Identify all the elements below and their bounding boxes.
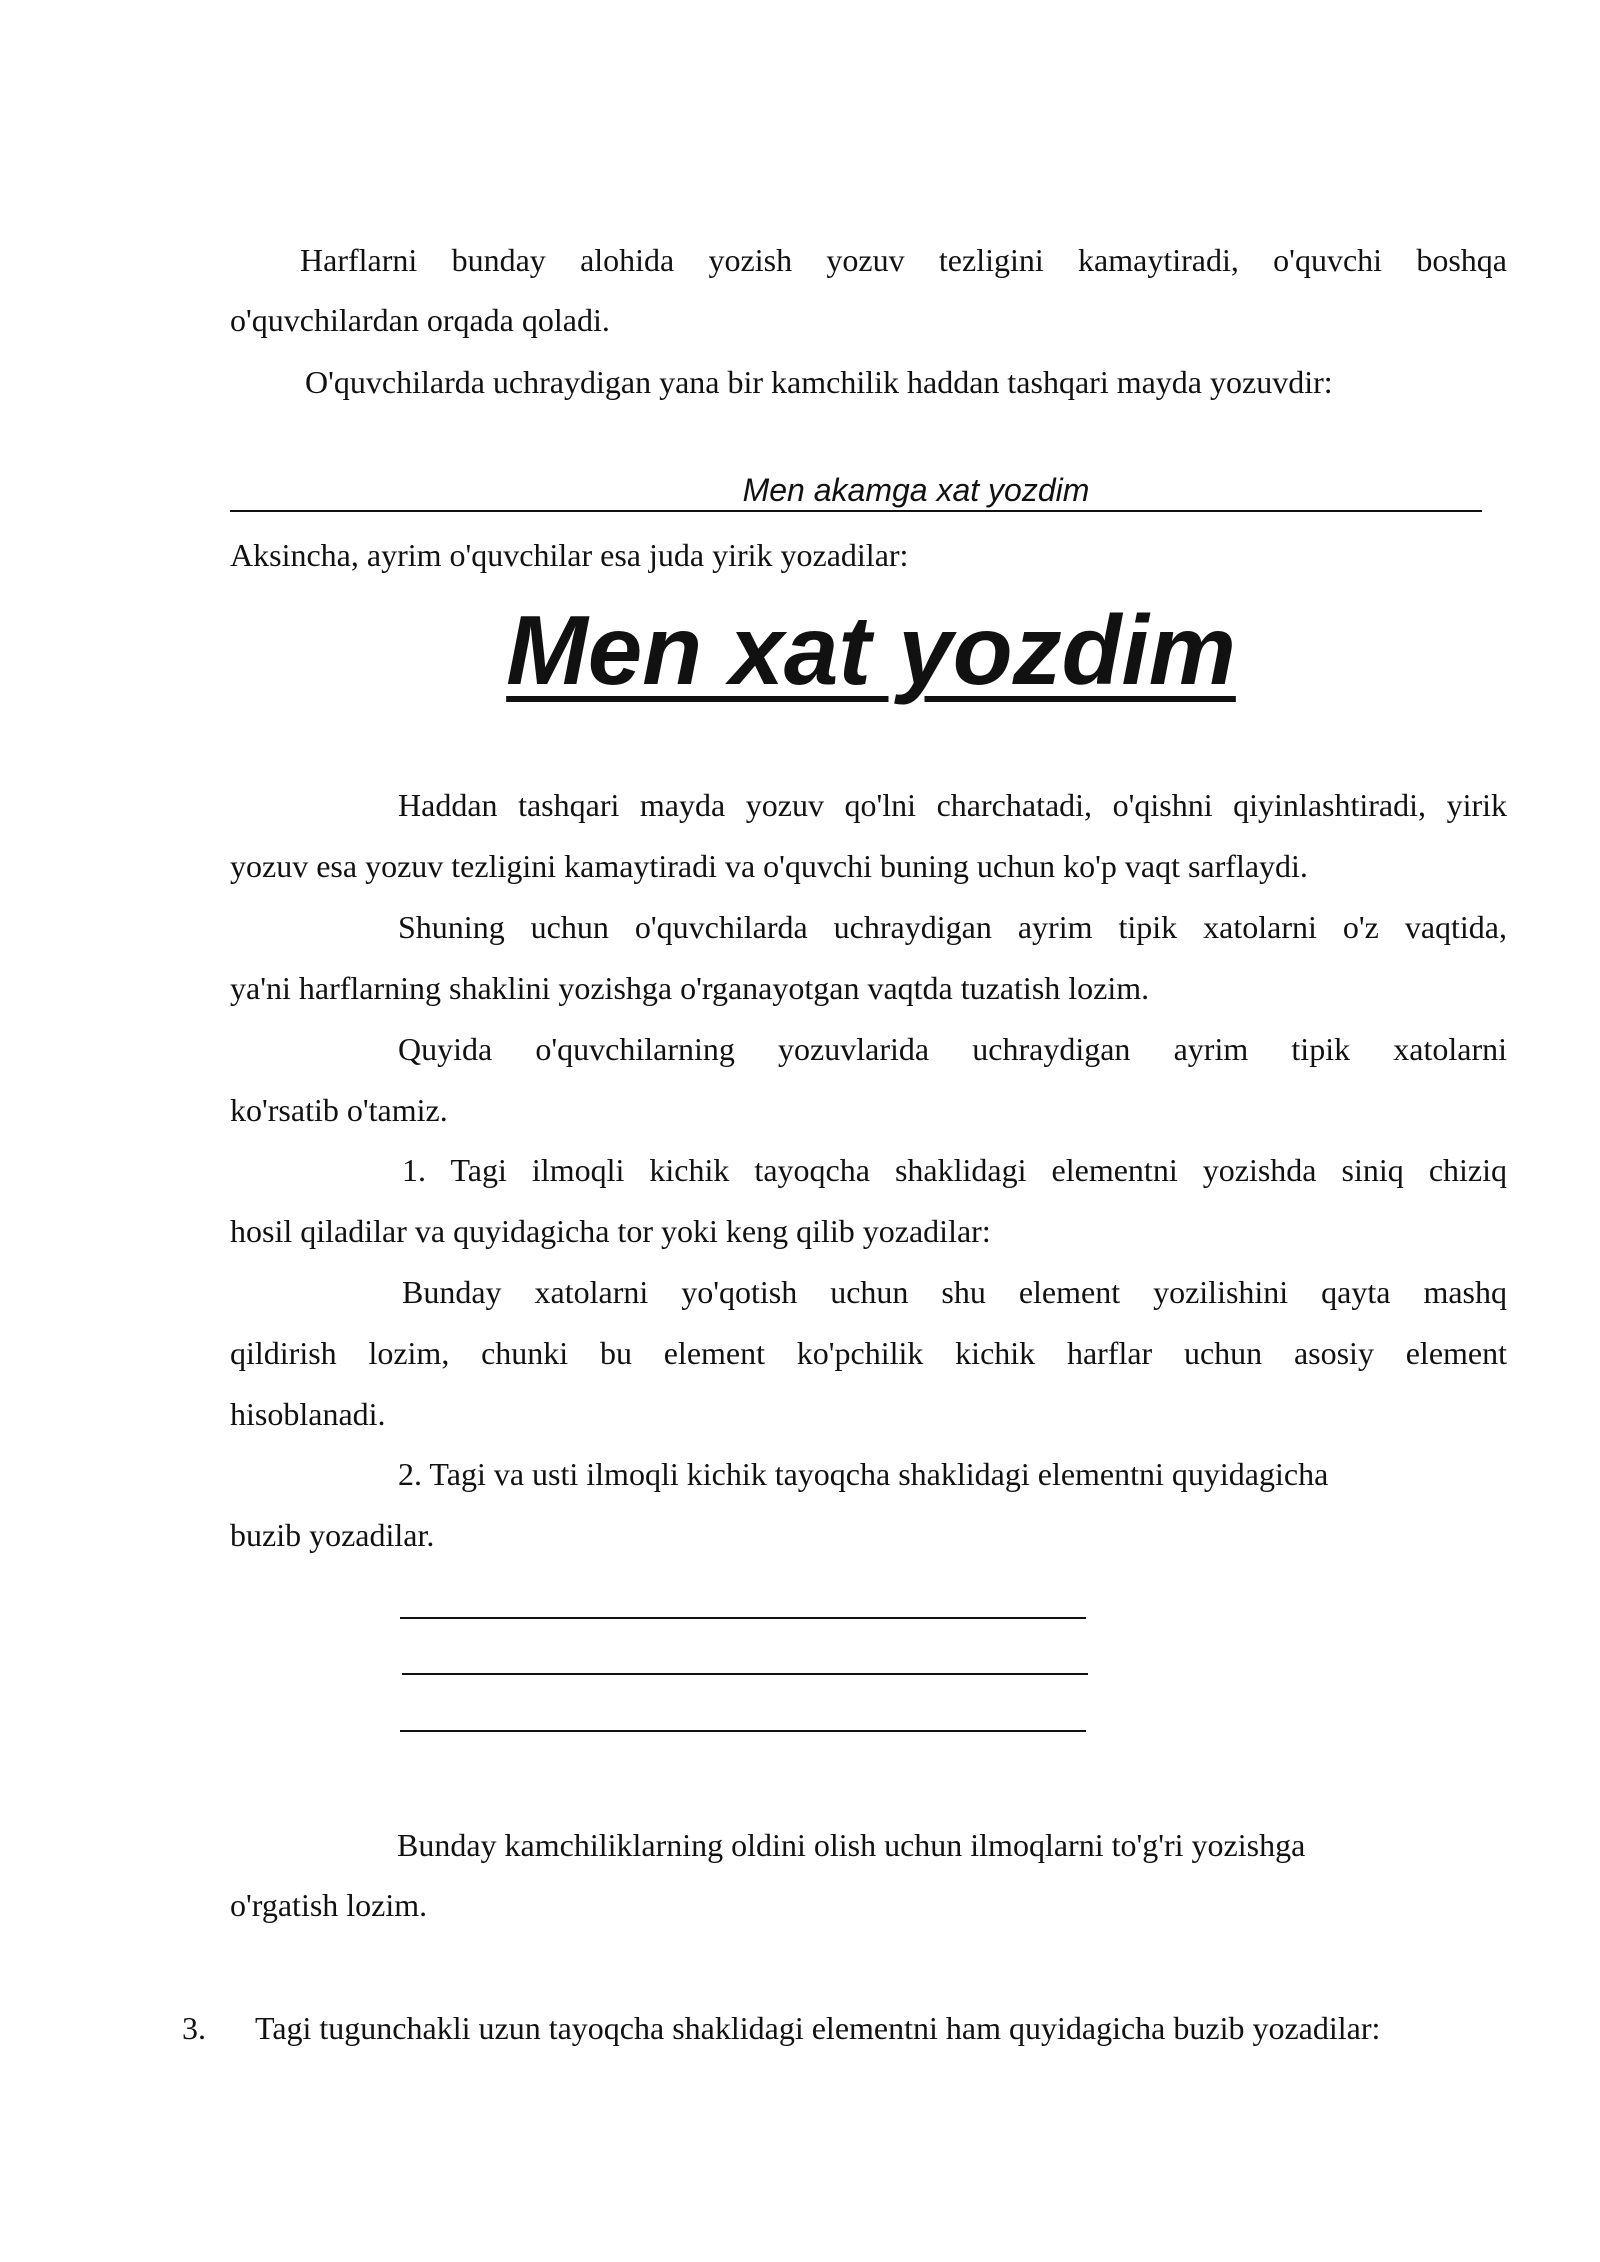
paragraph-line: Bunday xatolarni yo'qotish uchun shu element yozilishini qayta mashq [402,1274,1507,1310]
paragraph-line: ya'ni harflarning shaklini yozishga o'rganayotgan vaqtda tuzatish lozim. [230,970,1150,1006]
small-handwriting-sample [230,470,1482,512]
paragraph-line: Tagi tugunchakli uzun tayoqcha shaklidagi elementni ham quyidagicha buzib yozadilar: [255,2010,1381,2046]
paragraph-line: hisoblanadi. [230,1396,386,1432]
large-handwriting-sample: Men xat yozdim [506,595,1236,705]
list-number: 3. [182,2010,206,2046]
paragraph-line: ko'rsatib o'tamiz. [230,1092,448,1128]
paragraph-line: Harflarni bunday alohida yozish yozuv tezligini kamaytiradi, o'quvchi boshqa [300,242,1507,278]
paragraph-line: yozuv esa yozuv tezligini kamaytiradi va o'quvchi buning uchun ko'p vaqt sarflaydi. [230,848,1308,884]
small-sample-text: Men akamga xat yozdim [742,472,1090,508]
paragraph-line: 2. Tagi va usti ilmoqli kichik tayoqcha shaklidagi elementni quyidagicha [398,1456,1329,1492]
paragraph-line: Aksincha, ayrim o'quvchilar esa juda yirik yozadilar: [230,537,909,573]
paragraph-line: buzib yozadilar. [230,1517,435,1553]
sample-line [402,1673,1088,1675]
sample-line [400,1617,1086,1619]
paragraph-line: o'quvchilardan orqada qoladi. [230,302,610,338]
paragraph-line: hosil qiladilar va quyidagicha tor yoki keng qilib yozadilar: [230,1213,991,1249]
sample-line [400,1730,1086,1732]
paragraph-line: o'rgatish lozim. [230,1887,428,1923]
paragraph-line: qildirish lozim, chunki bu element ko'pchilik kichik harflar uchun asosiy element [230,1335,1507,1371]
paragraph-line: O'quvchilarda uchraydigan yana bir kamchilik haddan tashqari mayda yozuvdir: [305,364,1333,400]
paragraph-line: Haddan tashqari mayda yozuv qo'lni charchatadi, o'qishni qiyinlashtiradi, yirik [398,787,1507,823]
paragraph-line: Shuning uchun o'quvchilarda uchraydigan ayrim tipik xatolarni o'z vaqtida, [398,909,1507,945]
paragraph-line: 1. Tagi ilmoqli kichik tayoqcha shaklidagi elementni yozishda siniq chiziq [402,1152,1507,1188]
paragraph-line: Quyida o'quvchilarning yozuvlarida uchraydigan ayrim tipik xatolarni [398,1031,1507,1067]
paragraph-line: Bunday kamchiliklarning oldini olish uchun ilmoqlarni to'g'ri yozishga [397,1827,1306,1863]
